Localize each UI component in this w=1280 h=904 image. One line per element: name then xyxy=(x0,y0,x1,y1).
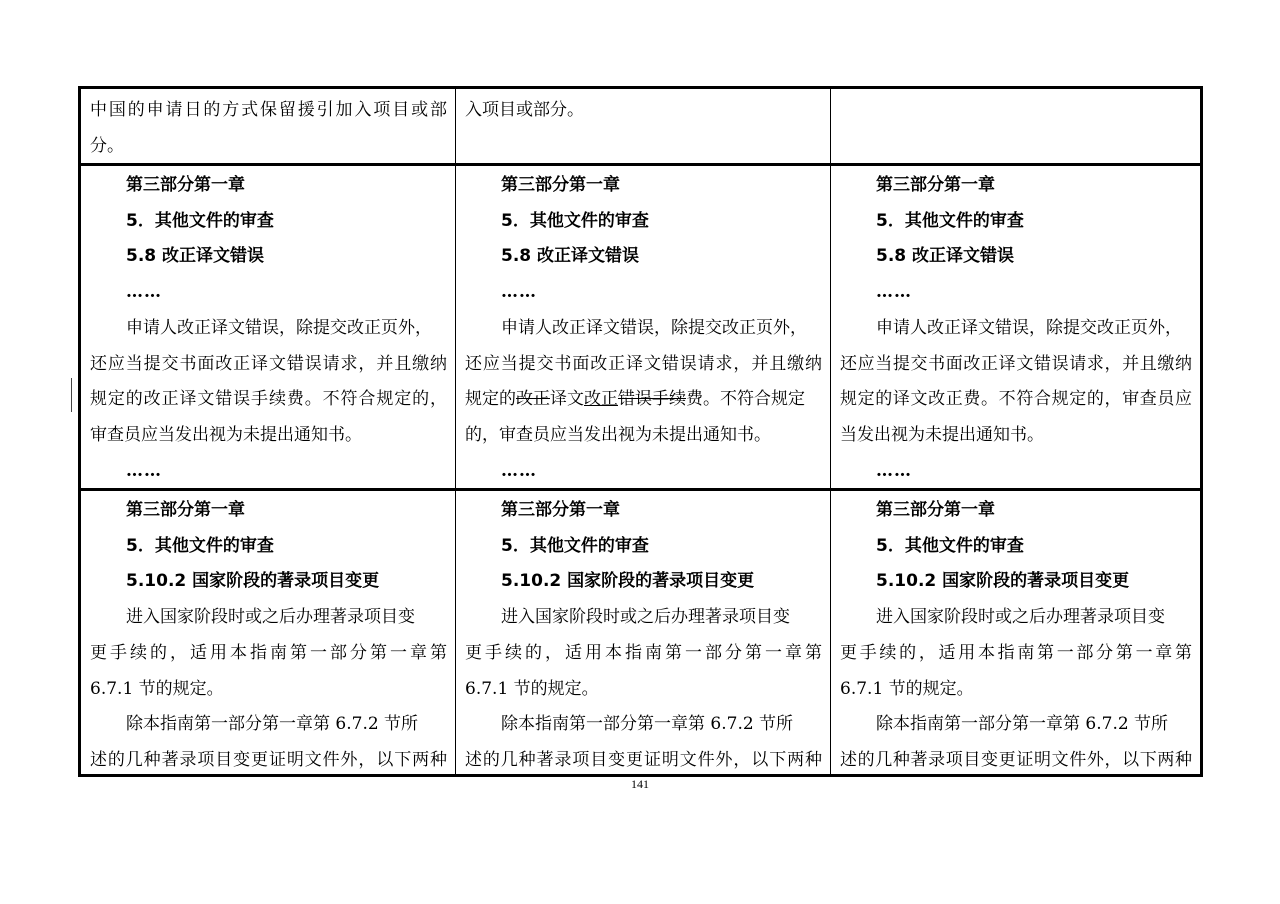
text-segment: 规定的 xyxy=(465,389,516,410)
ellipsis: …… xyxy=(876,282,912,303)
inserted-text: 改正 xyxy=(584,389,618,410)
table-row xyxy=(81,488,1200,774)
ellipsis: …… xyxy=(126,282,162,303)
table-cell-revised xyxy=(830,89,1200,163)
ellipsis: …… xyxy=(876,460,912,481)
section-heading: 5．其他文件的审查 xyxy=(126,210,274,231)
text-line: 进入国家阶段时或之后办理著录项目变 xyxy=(126,607,415,628)
text-line: 述的几种著录项目变更证明文件外，以下两种 xyxy=(840,749,1192,770)
text-line: 更手续的，适用本指南第一部分第一章第 xyxy=(465,642,822,663)
ellipsis: …… xyxy=(501,282,537,303)
table-row xyxy=(81,163,1200,488)
text-line: 更手续的，适用本指南第一部分第一章第 xyxy=(840,642,1192,663)
section-heading: 第三部分第一章 xyxy=(126,500,245,520)
text-line: 6.7.1 节的规定。 xyxy=(90,678,224,699)
text-line: 入项目或部分。 xyxy=(465,100,584,120)
section-heading: 5.10.2 国家阶段的著录项目变更 xyxy=(876,571,1130,592)
text-line: 除本指南第一部分第一章第 6.7.2 节所 xyxy=(126,714,419,735)
text-line: 当发出视为未提出通知书。 xyxy=(840,424,1044,445)
text-line: 进入国家阶段时或之后办理著录项目变 xyxy=(501,607,790,628)
text-line: 6.7.1 节的规定。 xyxy=(465,678,599,699)
text-line: 分。 xyxy=(90,135,124,156)
text-segment: 译文 xyxy=(550,389,584,410)
text-line: 审查员应当发出视为未提出通知书。 xyxy=(90,424,362,445)
section-heading: 5.10.2 国家阶段的著录项目变更 xyxy=(501,571,755,592)
text-line: 述的几种著录项目变更证明文件外，以下两种 xyxy=(465,749,822,770)
comparison-table xyxy=(78,86,1203,777)
section-heading: 第三部分第一章 xyxy=(126,175,245,195)
text-line: 申请人改正译文错误，除提交改正页外， xyxy=(126,317,432,338)
ellipsis: …… xyxy=(126,460,162,481)
text-line: 还应当提交书面改正译文错误请求，并且缴纳 xyxy=(90,353,447,374)
text-line: 除本指南第一部分第一章第 6.7.2 节所 xyxy=(876,714,1169,735)
table-cell-markup xyxy=(455,166,830,488)
section-heading: 第三部分第一章 xyxy=(501,500,620,520)
text-line: 更手续的，适用本指南第一部分第一章第 xyxy=(90,642,447,663)
text-segment: 费。不符合规定 xyxy=(686,389,805,410)
table-row xyxy=(81,89,1200,163)
text-line: 进入国家阶段时或之后办理著录项目变 xyxy=(876,607,1165,628)
section-heading: 5．其他文件的审查 xyxy=(501,535,649,556)
margin-change-bar xyxy=(71,378,72,412)
section-heading: 5.8 改正译文错误 xyxy=(501,246,640,267)
table-cell-markup xyxy=(455,491,830,774)
ellipsis: …… xyxy=(501,460,537,481)
text-line: 规定的改正译文错误手续费。不符合规定的， xyxy=(90,389,447,410)
table-cell-revised xyxy=(830,491,1200,774)
table-cell-original xyxy=(81,166,455,488)
text-line: 规定的译文改正费。不符合规定的，审查员应 xyxy=(840,389,1192,410)
section-heading: 5.8 改正译文错误 xyxy=(876,246,1015,267)
section-heading: 5．其他文件的审查 xyxy=(876,535,1024,556)
section-heading: 第三部分第一章 xyxy=(876,500,995,520)
text-line: 6.7.1 节的规定。 xyxy=(840,678,974,699)
text-line: 中国的申请日的方式保留援引加入项目或部 xyxy=(90,100,447,120)
deleted-text: 改正 xyxy=(516,389,550,410)
text-line: 还应当提交书面改正译文错误请求，并且缴纳 xyxy=(465,353,822,374)
text-line: 申请人改正译文错误，除提交改正页外， xyxy=(876,317,1182,338)
page-number: 141 xyxy=(631,777,649,791)
text-line: 述的几种著录项目变更证明文件外，以下两种 xyxy=(90,749,447,770)
section-heading: 5.8 改正译文错误 xyxy=(126,246,265,267)
text-line: 除本指南第一部分第一章第 6.7.2 节所 xyxy=(501,714,794,735)
text-line: 的，审查员应当发出视为未提出通知书。 xyxy=(465,424,771,445)
tracked-change-line xyxy=(465,382,822,418)
section-heading: 5．其他文件的审查 xyxy=(501,210,649,231)
section-heading: 5.10.2 国家阶段的著录项目变更 xyxy=(126,571,380,592)
table-cell-markup xyxy=(455,89,830,163)
section-heading: 第三部分第一章 xyxy=(501,175,620,195)
table-cell-original xyxy=(81,491,455,774)
section-heading: 第三部分第一章 xyxy=(876,175,995,195)
text-line: 还应当提交书面改正译文错误请求，并且缴纳 xyxy=(840,353,1192,374)
section-heading: 5．其他文件的审查 xyxy=(126,535,274,556)
table-cell-original xyxy=(81,89,455,163)
section-heading: 5．其他文件的审查 xyxy=(876,210,1024,231)
text-line: 申请人改正译文错误，除提交改正页外， xyxy=(501,317,807,338)
deleted-text: 错误手续 xyxy=(618,389,686,410)
table-cell-revised xyxy=(830,166,1200,488)
